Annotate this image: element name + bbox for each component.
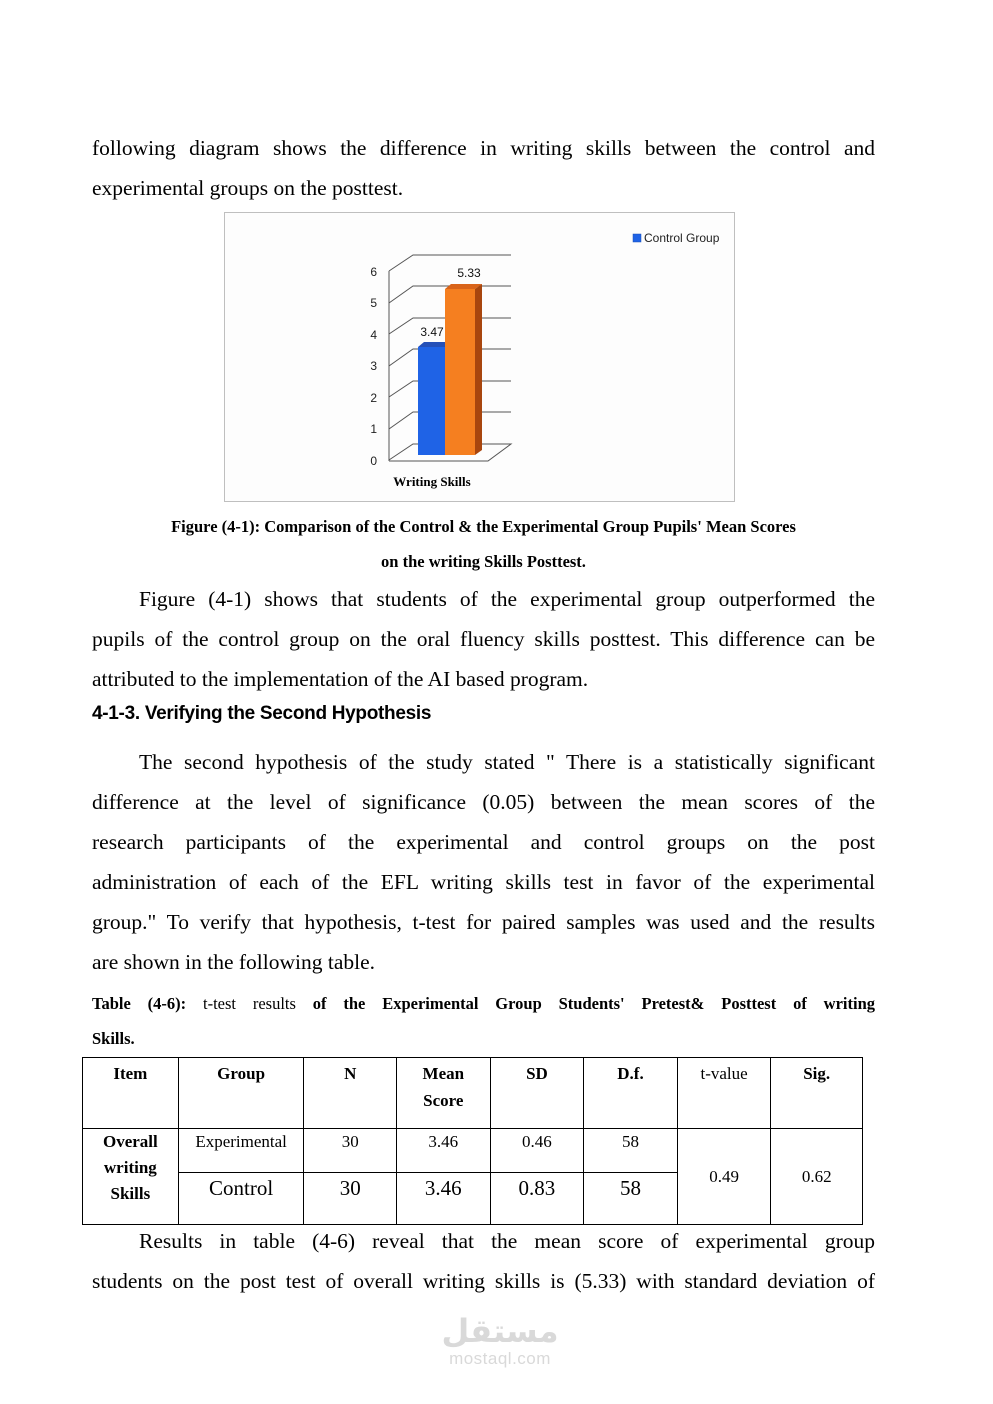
cell-t-value: 0.49 [677,1129,771,1225]
results-paragraph-line1: Results in table (4-6) reveal that the mean score of experimental group [139,1229,875,1253]
header-sig: Sig. [771,1058,863,1129]
discussion-paragraph-line2: pupils of the control group on the oral fluency skills posttest. This difference can be [92,627,875,651]
table-caption-rest: of the Experimental Group Students' Pretest& Posttest of writing [295,994,875,1013]
cell-n: 30 [304,1173,397,1225]
header-df: D.f. [584,1058,678,1129]
item-label-line2: writing [103,1158,157,1177]
header-sd: SD [490,1058,584,1129]
cell-sd: 0.46 [490,1129,584,1173]
cell-sig: 0.62 [771,1129,863,1225]
figure-caption-line2: on the writing Skills Posttest. [381,552,586,571]
y-tick: 3 [370,359,377,373]
intro-paragraph-line1: following diagram shows the difference in writing skills between the control and [92,136,875,160]
y-tick: 5 [370,296,377,310]
data-label-control: 3.47 [420,325,444,339]
cell-group: Experimental [178,1129,304,1173]
hypothesis-paragraph-line2: difference at the level of significance (0.05) between the mean scores of the [92,790,875,814]
cell-df: 58 [584,1173,678,1225]
header-mean-line1: Mean [422,1064,465,1083]
header-t-value: t-value [677,1058,771,1129]
hypothesis-paragraph-line3: research participants of the experimental and control groups on the post [92,830,875,854]
cell-df: 58 [584,1129,678,1173]
y-tick: 6 [370,265,377,279]
y-tick: 1 [370,422,377,436]
watermark-latin-text: mostaql.com [449,1349,551,1368]
discussion-paragraph-line3: attributed to the implementation of the AI based program. [92,667,589,691]
x-category-label: Writing Skills [393,474,471,489]
table-caption-label: Table (4-6): [92,994,187,1013]
header-group: Group [178,1058,304,1129]
table-caption-plain: t-test results [186,994,296,1013]
intro-paragraph-line2: experimental groups on the posttest. [92,176,404,200]
y-tick: 2 [370,391,377,405]
y-axis-ticks [370,265,377,468]
header-mean-score [396,1058,490,1129]
table-row [83,1129,863,1173]
ttest-results-table [82,1057,863,1225]
legend-label: Control Group [644,231,720,245]
bar-chart [224,212,735,502]
table-header-row [83,1058,863,1129]
hypothesis-paragraph-line4: administration of each of the EFL writing skills test in favor of the experimental [92,870,875,894]
header-n: N [304,1058,397,1129]
hypothesis-paragraph-line5: group." To verify that hypothesis, t-test for paired samples was used and the results [92,910,875,934]
hypothesis-paragraph-line6: are shown in the following table. [92,950,376,974]
section-heading: 4-1-3. Verifying the Second Hypothesis [92,703,432,724]
cell-mean: 3.46 [396,1173,490,1225]
chart-legend [633,231,720,245]
cell-group: Control [178,1173,304,1225]
header-item: Item [83,1058,179,1129]
item-label-line1: Overall [102,1132,158,1151]
watermark-arabic-logo: مستقل [441,1312,559,1350]
figure-caption-line1: Figure (4-1): Comparison of the Control & the Experimental Group Pupils' Mean Scores [171,517,796,536]
hypothesis-paragraph-line1: The second hypothesis of the study stated " There is a statistically significant [139,750,875,774]
cell-n: 30 [304,1129,397,1173]
header-mean-line2: Score [423,1091,464,1110]
cell-sd: 0.83 [490,1173,584,1225]
y-tick: 4 [370,328,377,342]
discussion-paragraph-line1: Figure (4-1) shows that students of the experimental group outperformed the [139,587,875,611]
table-caption-line2: Skills. [92,1029,135,1048]
legend-swatch-icon [633,234,641,242]
data-label-experimental: 5.33 [457,266,481,280]
y-tick: 0 [370,454,377,468]
watermark [430,1313,570,1369]
table-caption [92,986,875,1056]
item-cell [83,1129,179,1225]
bar-experimental-group [445,284,482,455]
cell-mean: 3.46 [396,1129,490,1173]
results-paragraph-line2: students on the post test of overall writing skills is (5.33) with standard deviation of [92,1269,875,1293]
item-label-line3: Skills [110,1184,151,1203]
